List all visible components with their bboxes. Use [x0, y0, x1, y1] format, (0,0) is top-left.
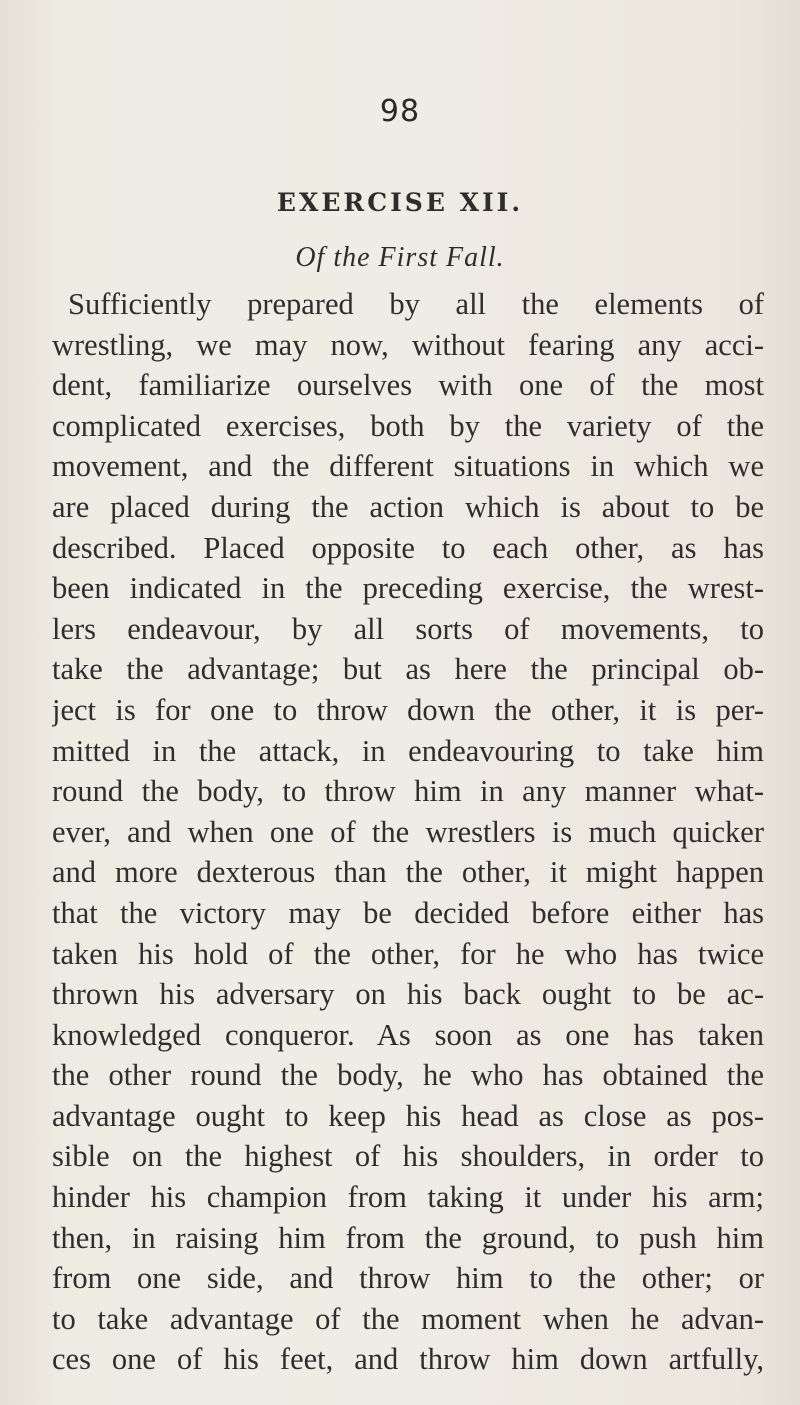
text-line: from one side, and throw him to the other; or	[52, 1261, 764, 1296]
page-number: 98	[379, 94, 421, 129]
text-line: Sufficiently prepared by all the elements of	[68, 287, 764, 321]
text-line: ces one of his feet, and throw him down artfully,	[52, 1342, 764, 1377]
text-line: ever, and when one of the wrestlers is much quicker	[52, 814, 764, 849]
text-line: to take advantage of the moment when he advan-	[52, 1301, 764, 1336]
text-line: mitted in the attack, in endeavouring to take him	[52, 733, 764, 768]
body-paragraph	[52, 284, 764, 1380]
text-line: advantage ought to keep his head as close as pos-	[52, 1098, 764, 1133]
text-line: been indicated in the preceding exercise, the wrest-	[52, 571, 764, 606]
text-line: the other round the body, he who has obtained the	[52, 1058, 764, 1093]
text-line: complicated exercises, both by the variety of the	[52, 408, 764, 443]
text-line: lers endeavour, by all sorts of movements, to	[52, 611, 764, 646]
exercise-heading: EXERCISE XII.	[276, 188, 524, 217]
text-line: sible on the highest of his shoulders, in order to	[52, 1139, 764, 1174]
text-line: that the victory may be decided before either has	[52, 895, 764, 930]
section-title: Of the First Fall.	[295, 242, 505, 273]
text-line: are placed during the action which is about to be	[52, 489, 764, 524]
text-line: take the advantage; but as here the principal ob-	[52, 652, 764, 687]
text-line: movement, and the different situations in which we	[52, 449, 764, 484]
text-line: dent, familiarize ourselves with one of the most	[52, 368, 764, 403]
text-line: hinder his champion from taking it under his arm;	[52, 1180, 764, 1215]
text-line: and more dexterous than the other, it might happen	[52, 855, 764, 890]
text-line: taken his hold of the other, for he who has twice	[52, 936, 764, 971]
text-line: wrestling, we may now, without fearing any acci-	[52, 327, 764, 362]
text-line: described. Placed opposite to each other, as has	[52, 530, 764, 565]
text-line: knowledged conqueror. As soon as one has taken	[52, 1017, 764, 1052]
text-line: ject is for one to throw down the other, it is per-	[52, 692, 764, 727]
text-line: round the body, to throw him in any manner what-	[52, 774, 764, 809]
text-line: then, in raising him from the ground, to push him	[52, 1220, 764, 1255]
text-line: thrown his adversary on his back ought to be ac-	[52, 977, 764, 1012]
